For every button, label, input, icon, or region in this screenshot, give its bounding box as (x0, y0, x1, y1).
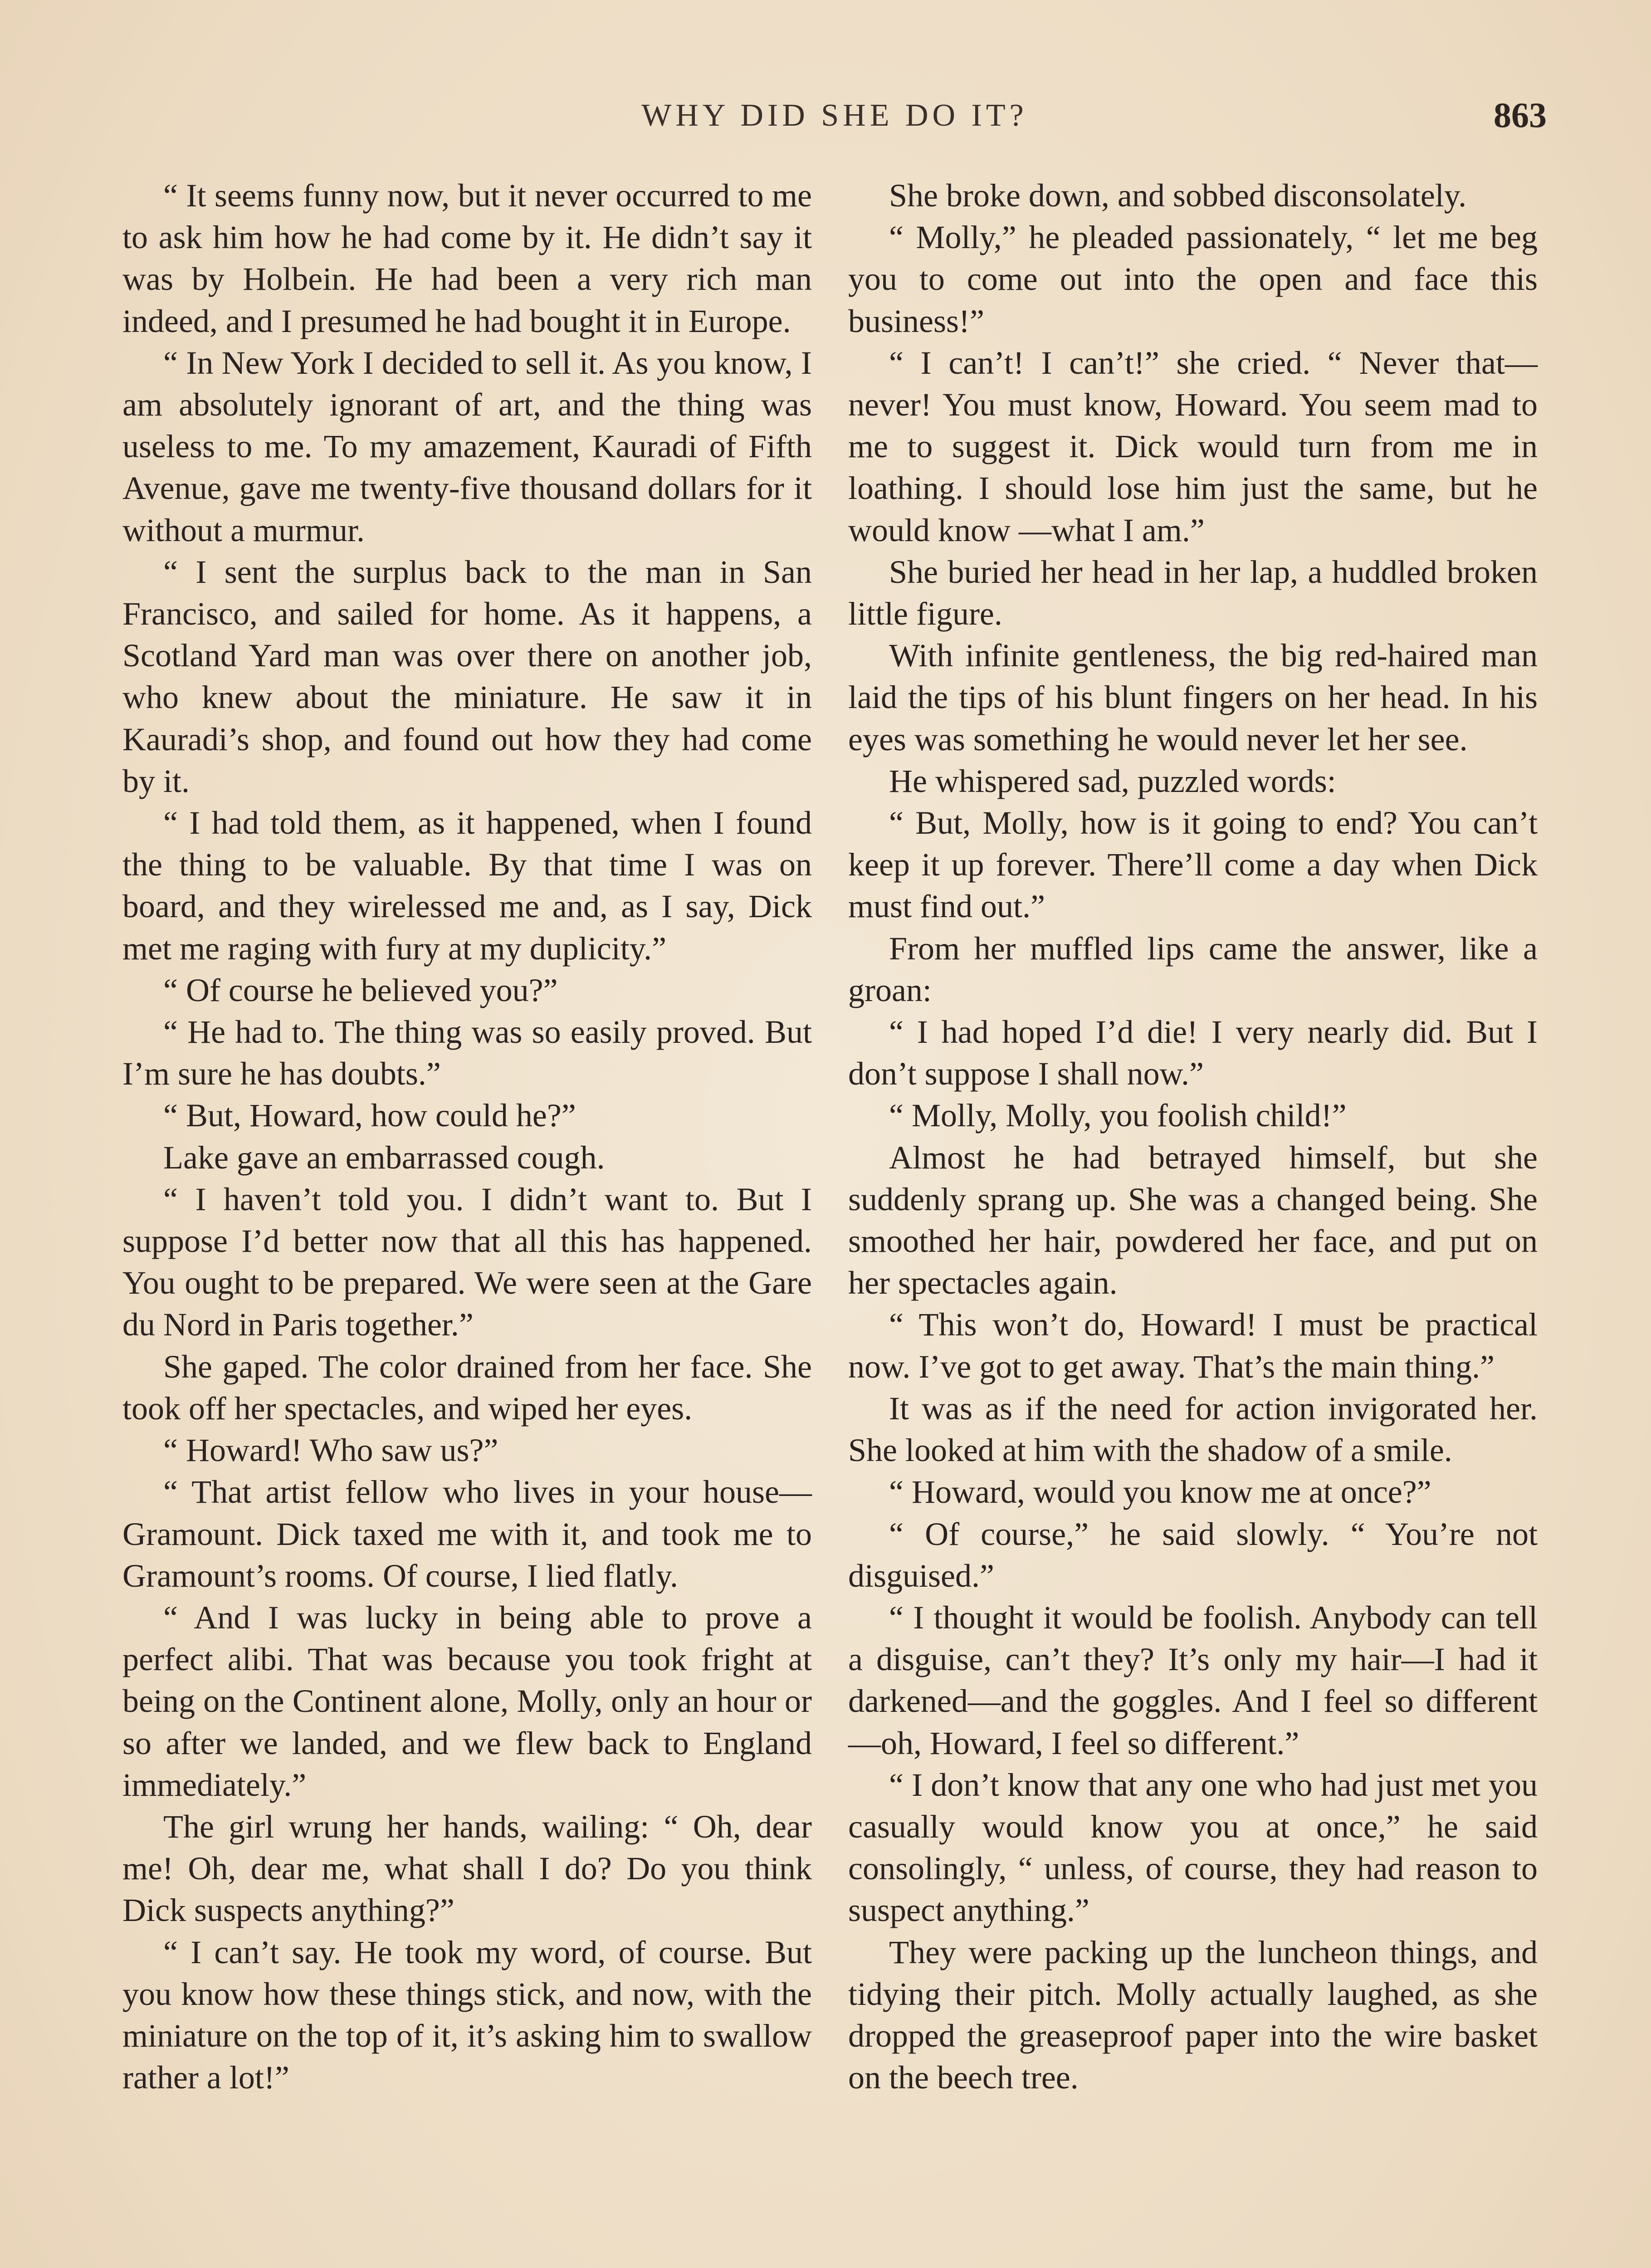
running-title: WHY DID SHE DO IT? (641, 98, 1028, 133)
left-text-column (122, 175, 812, 2098)
paragraph: It was as if the need for action invigorated her. She looked at him with the shadow of a smile. (848, 1390, 1538, 1469)
paragraph: “ I don’t know that any one who had just met you casually would know you at once,” he said consolingly, “ unless, of course, they had reason to suspect anything.” (848, 1766, 1538, 1929)
page-number: 863 (1494, 95, 1547, 135)
paragraph: “ Of course he believed you?” (163, 972, 558, 1008)
paragraph: “ Molly,” he pleaded passionately, “ let me beg you to come out into the open and face this business!” (848, 219, 1538, 339)
paragraph: “ But, Molly, how is it going to end? You can’t keep it up forever. There’ll come a day when Dick must find out.” (848, 805, 1538, 925)
paragraph: “ It seems funny now, but it never occurred to me to ask him how he had come by it. He didn’t say it was by Holbein. He had been a very rich man indeed, and I presumed he had bought it in Europe. (122, 177, 812, 339)
right-text-column (848, 175, 1538, 2098)
paragraph: She buried her head in her lap, a huddled broken little figure. (848, 553, 1538, 632)
paragraph: From her muffled lips came the answer, like a groan: (848, 930, 1538, 1008)
paragraph: “ I thought it would be foolish. Anybody can tell a disguise, can’t they? It’s only my hair—I had it darkened—and the goggles. And I feel so different—oh, Howard, I feel so different.” (848, 1599, 1538, 1761)
paragraph: “ Molly, Molly, you foolish child!” (889, 1097, 1347, 1134)
paragraph: Almost he had betrayed himself, but she suddenly sprang up. She was a changed being. She smoothed her hair, powdered her face, and put on her spectacles again. (848, 1139, 1538, 1301)
paragraph: “ I haven’t told you. I didn’t want to. But I suppose I’d better now that all this has happened. You ought to be prepared. We were seen at the Gare du Nord in Paris together.” (122, 1181, 812, 1343)
paragraph: With infinite gentleness, the big red-haired man laid the tips of his blunt fingers on her head. In his eyes was something he would never let her see. (848, 637, 1538, 758)
paragraph: “ And I was lucky in being able to prove a perfect alibi. That was because you took fright at being on the Continent alone, Molly, only an hour or so after we landed, and we flew back to England immediately.” (122, 1599, 812, 1803)
paragraph: She broke down, and sobbed disconsolately. (889, 177, 1467, 214)
paragraph: “ Of course,” he said slowly. “ You’re not disguised.” (848, 1515, 1538, 1594)
paragraph: “ That artist fellow who lives in your house—Gramount. Dick taxed me with it, and took me to Gramount’s rooms. Of course, I lied flatly. (122, 1474, 812, 1594)
paragraph: “ In New York I decided to sell it. As you know, I am absolutely ignorant of art, and the thing was useless to me. To my amazement, Kauradi of Fifth Avenue, gave me twenty-five thousand dollars for it without a murmur. (122, 344, 812, 548)
paragraph: “ Howard, would you know me at once?” (889, 1474, 1431, 1510)
paragraph: The girl wrung her hands, wailing: “ Oh, dear me! Oh, dear me, what shall I do? Do you think Dick suspects anything?” (122, 1808, 812, 1929)
paragraph: “ I can’t say. He took my word, of course. But you know how these things stick, and now, with the miniature on the top of it, it’s asking him to swallow rather a lot!” (122, 1934, 812, 2096)
paragraph: They were packing up the luncheon things, and tidying their pitch. Molly actually laughed, as she dropped the greaseproof paper into the wire basket on the beech tree. (848, 1934, 1538, 2096)
paragraph: “ I had told them, as it happened, when I found the thing to be valuable. By that time I was on board, and they wirelessed me and, as I say, Dick met me raging with fury at my duplicity.” (122, 805, 812, 967)
paragraph: “ But, Howard, how could he?” (163, 1097, 576, 1134)
paragraph: “ Howard! Who saw us?” (163, 1432, 498, 1469)
paragraph: “ This won’t do, Howard! I must be practical now. I’ve got to get away. That’s the main thing.” (848, 1306, 1538, 1385)
paragraph: “ I had hoped I’d die! I very nearly did. But I don’t suppose I shall now.” (848, 1014, 1538, 1092)
paragraph: He whispered sad, puzzled words: (889, 763, 1336, 799)
paragraph: “ I sent the surplus back to the man in San Francisco, and sailed for home. As it happens, a Scotland Yard man was over there on another job, who knew about the miniature. He saw it in Kauradi’s shop, and found out how they had come by it. (122, 553, 812, 799)
paragraph: “ He had to. The thing was so easily proved. But I’m sure he has doubts.” (122, 1014, 812, 1092)
paragraph: Lake gave an embarrassed cough. (163, 1139, 605, 1176)
paragraph: She gaped. The color drained from her face. She took off her spectacles, and wiped her eyes. (122, 1348, 812, 1427)
running-head (122, 95, 1547, 147)
paragraph: “ I can’t! I can’t!” she cried. “ Never that—never! You must know, Howard. You seem mad to me to suggest it. Dick would turn from me in loathing. I should lose him just the same, but he would know —what I am.” (848, 344, 1538, 548)
